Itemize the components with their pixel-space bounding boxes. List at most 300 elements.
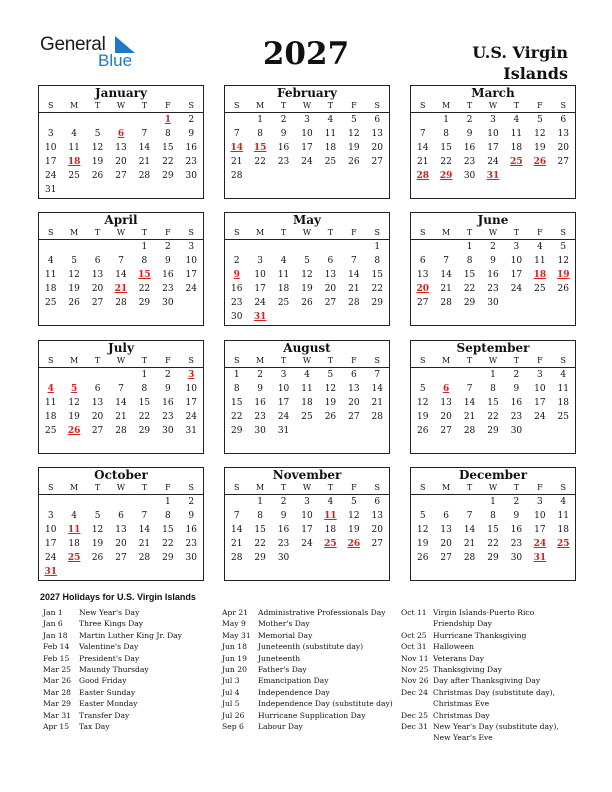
weekday-label: F [165, 356, 171, 365]
day: 4 [536, 242, 543, 252]
weekday-label: M [70, 101, 79, 110]
day: 10 [534, 511, 546, 521]
day: 28 [371, 412, 383, 422]
day: 1 [233, 370, 240, 380]
day: 12 [301, 270, 313, 280]
weekday-label: W [116, 228, 126, 237]
holiday-day: 11 [324, 511, 337, 521]
day: 3 [513, 242, 520, 252]
day: 17 [185, 270, 197, 280]
weekday-label: S [233, 228, 240, 237]
day: 21 [371, 398, 383, 408]
day: 27 [348, 412, 360, 422]
day: 9 [164, 256, 171, 266]
day: 11 [44, 270, 57, 280]
weekday-label: S [233, 356, 240, 365]
holiday-date: Jul 26 [222, 710, 245, 720]
day: 19 [416, 412, 429, 422]
empty-cell [411, 113, 434, 127]
holiday-item [222, 675, 394, 686]
day: 29 [463, 298, 476, 308]
holiday-item [43, 641, 213, 652]
weekday-label: S [188, 228, 195, 237]
weekday-header [225, 355, 389, 368]
holiday-name: Christmas Day (substitute day), Christmas Eve [433, 687, 556, 709]
weekday-header [39, 482, 203, 495]
month-may [224, 212, 390, 326]
day: 20 [115, 539, 127, 549]
day: 2 [233, 256, 240, 266]
weekday-header [39, 100, 203, 113]
month-april [38, 212, 204, 326]
day: 9 [164, 384, 171, 394]
weekday-header [225, 100, 389, 113]
day: 28 [348, 298, 360, 308]
day: 8 [164, 129, 171, 139]
day: 20 [91, 284, 104, 294]
holiday-item [222, 721, 394, 732]
day-grid [411, 240, 575, 310]
weekday-label: M [256, 356, 265, 365]
weekday-label: F [351, 483, 357, 492]
day: 20 [371, 143, 383, 153]
day: 8 [141, 384, 148, 394]
holiday-name: Emancipation Day [258, 676, 329, 686]
weekday-label: W [488, 483, 498, 492]
day: 7 [141, 129, 148, 139]
holiday-name: Labour Day [258, 722, 303, 732]
day: 5 [94, 511, 101, 521]
holiday-day: 25 [557, 539, 570, 549]
day: 25 [68, 171, 80, 181]
day: 16 [510, 525, 523, 535]
day: 20 [348, 398, 360, 408]
holiday-day: 4 [47, 384, 54, 394]
day: 17 [277, 398, 290, 408]
holiday-date: May 31 [222, 630, 251, 640]
day: 3 [47, 129, 54, 139]
holiday-date: Nov 11 [401, 653, 429, 663]
holiday-day: 24 [533, 539, 547, 549]
day: 12 [348, 129, 360, 139]
day: 29 [230, 426, 243, 436]
holiday-day: 31 [44, 567, 57, 577]
holiday-date: Jul 3 [222, 676, 240, 686]
holiday-date: Dec 25 [401, 710, 428, 720]
empty-cell [62, 240, 85, 254]
holiday-day: 31 [533, 553, 547, 563]
day: 6 [374, 497, 381, 507]
day: 23 [510, 412, 523, 422]
day: 16 [162, 270, 174, 280]
holiday-item [43, 721, 213, 732]
holiday-day: 1 [164, 115, 171, 125]
month-november [224, 467, 390, 581]
holiday-date: Oct 11 [401, 608, 427, 617]
empty-cell [458, 495, 481, 509]
day-grid [411, 368, 575, 438]
weekday-label: W [302, 101, 312, 110]
day: 5 [71, 256, 77, 266]
day: 17 [254, 284, 266, 294]
weekday-label: S [419, 483, 426, 492]
day: 11 [301, 384, 313, 394]
empty-cell [434, 495, 457, 509]
day: 13 [348, 384, 360, 394]
day: 5 [419, 511, 426, 521]
empty-cell [86, 240, 109, 254]
day: 19 [534, 143, 546, 153]
day: 30 [510, 426, 523, 436]
holiday-date: Mar 25 [43, 665, 72, 675]
month-title: June [477, 213, 509, 227]
day: 21 [115, 412, 127, 422]
day: 30 [162, 426, 174, 436]
day-grid [225, 368, 389, 438]
day: 11 [324, 129, 337, 139]
day: 7 [419, 129, 426, 139]
day: 29 [371, 298, 383, 308]
holiday-name: Christmas Day [433, 710, 490, 720]
day-grid [411, 495, 575, 565]
day: 7 [466, 511, 473, 521]
day: 3 [257, 256, 263, 266]
day: 26 [416, 426, 429, 436]
holiday-name: Mother's Day [258, 619, 310, 629]
weekday-label: S [233, 483, 240, 492]
weekday-label: S [188, 356, 195, 365]
day: 10 [185, 256, 197, 266]
day: 24 [277, 412, 290, 422]
day: 12 [348, 511, 360, 521]
day: 16 [162, 398, 174, 408]
weekday-label: M [256, 228, 265, 237]
day: 15 [487, 525, 499, 535]
month-title: April [104, 213, 138, 227]
day: 22 [162, 539, 174, 549]
day: 13 [416, 270, 429, 280]
weekday-header [39, 227, 203, 240]
day: 16 [277, 525, 290, 535]
day: 17 [534, 398, 546, 408]
day: 26 [324, 412, 337, 422]
holiday-day: 18 [533, 270, 547, 280]
day: 10 [534, 384, 546, 394]
day: 14 [348, 270, 360, 280]
day: 6 [350, 370, 357, 380]
day: 1 [374, 242, 381, 252]
day: 2 [513, 497, 520, 507]
day: 26 [91, 553, 104, 563]
day: 10 [44, 143, 57, 153]
holiday-name: Tax Day [79, 722, 110, 732]
month-title: May [292, 213, 322, 227]
day: 23 [185, 539, 197, 549]
day: 3 [304, 497, 310, 507]
day: 9 [188, 511, 195, 521]
empty-cell [109, 368, 132, 382]
holiday-item [43, 618, 213, 629]
day: 17 [44, 157, 57, 167]
weekday-header [225, 482, 389, 495]
day: 30 [510, 553, 523, 563]
day: 23 [487, 284, 499, 294]
holiday-item [401, 675, 573, 686]
day: 25 [44, 426, 57, 436]
month-june [410, 212, 576, 326]
day: 3 [536, 497, 543, 507]
day: 26 [301, 298, 313, 308]
day-grid [225, 495, 389, 565]
day: 31 [44, 185, 57, 195]
day: 26 [557, 284, 569, 294]
day: 1 [257, 497, 263, 507]
day: 5 [536, 115, 543, 125]
weekday-header [39, 355, 203, 368]
day: 7 [233, 511, 240, 521]
holiday-name: Maundy Thursday [79, 665, 149, 675]
holiday-day: 3 [188, 370, 195, 380]
day: 15 [162, 525, 174, 535]
day: 12 [416, 525, 429, 535]
weekday-label: F [165, 228, 171, 237]
holiday-item [43, 607, 213, 618]
month-september [410, 340, 576, 454]
holiday-date: Oct 25 [401, 630, 427, 640]
day: 22 [371, 284, 383, 294]
weekday-label: M [442, 228, 451, 237]
day: 8 [257, 129, 263, 139]
day: 14 [440, 270, 452, 280]
day: 19 [416, 539, 429, 549]
month-december [410, 467, 576, 581]
day: 13 [115, 525, 127, 535]
holiday-item [43, 664, 213, 675]
holiday-name: Good Friday [79, 676, 127, 686]
day: 19 [348, 143, 360, 153]
day: 30 [185, 553, 197, 563]
holiday-item [401, 664, 573, 675]
holiday-name: New Year's Day [79, 608, 140, 617]
holiday-day: 5 [71, 384, 78, 394]
weekday-label: S [560, 228, 567, 237]
day: 28 [230, 553, 243, 563]
holiday-name: President's Day [79, 653, 140, 663]
holiday-name: Easter Sunday [79, 687, 136, 697]
day: 5 [350, 115, 357, 125]
weekday-label: W [488, 228, 498, 237]
holidays-title: 2027 Holidays for U.S. Virgin Islands [40, 592, 196, 602]
weekday-label: T [94, 356, 101, 365]
day: 22 [254, 157, 266, 167]
day: 15 [162, 143, 174, 153]
month-title: September [456, 341, 530, 355]
day: 9 [490, 256, 496, 266]
day: 18 [557, 525, 569, 535]
day: 27 [440, 426, 452, 436]
holiday-item [401, 687, 573, 710]
day: 5 [560, 242, 567, 252]
weekday-label: M [70, 356, 79, 365]
day: 17 [301, 525, 313, 535]
month-title: August [283, 341, 331, 355]
day: 6 [327, 256, 334, 266]
weekday-label: T [513, 101, 520, 110]
day: 13 [91, 270, 104, 280]
day: 8 [141, 256, 148, 266]
holiday-name: Administrative Professionals Day [258, 608, 386, 617]
day: 13 [557, 129, 569, 139]
holiday-day: 28 [416, 171, 429, 181]
day: 14 [115, 398, 127, 408]
day: 25 [534, 284, 546, 294]
day: 6 [374, 115, 381, 125]
weekday-label: F [537, 356, 543, 365]
day: 1 [490, 370, 496, 380]
holiday-date: Feb 15 [43, 653, 70, 663]
weekday-label: S [560, 483, 567, 492]
holiday-name: Virgin Islands-Puerto Rico Friendship Day [433, 608, 535, 629]
month-july [38, 340, 204, 454]
day: 21 [138, 539, 151, 549]
day: 1 [141, 370, 148, 380]
day: 11 [510, 129, 523, 139]
weekday-header [411, 482, 575, 495]
day: 26 [91, 171, 104, 181]
page-title-year: 2027 [262, 36, 350, 72]
weekday-label: T [141, 483, 148, 492]
day: 27 [416, 298, 429, 308]
day: 4 [513, 115, 520, 125]
holiday-day: 6 [117, 129, 125, 139]
empty-cell [225, 495, 248, 509]
weekday-label: F [351, 101, 357, 110]
day: 25 [44, 298, 57, 308]
weekday-label: T [94, 101, 101, 110]
weekday-label: F [165, 483, 171, 492]
day: 15 [371, 270, 383, 280]
holiday-day: 25 [67, 553, 81, 563]
day: 4 [560, 370, 567, 380]
holiday-day: 15 [253, 143, 267, 153]
day: 18 [324, 525, 337, 535]
empty-cell [62, 113, 85, 127]
day: 20 [324, 284, 337, 294]
day: 16 [254, 398, 266, 408]
holiday-day: 29 [439, 171, 453, 181]
holiday-date: Nov 25 [401, 665, 429, 675]
day: 22 [487, 412, 499, 422]
day: 18 [301, 398, 313, 408]
day: 12 [416, 398, 429, 408]
weekday-label: T [280, 483, 287, 492]
day: 3 [490, 115, 496, 125]
day: 8 [257, 511, 263, 521]
weekday-label: S [374, 101, 381, 110]
day: 7 [233, 129, 240, 139]
holiday-name: Thanksgiving Day [433, 665, 502, 675]
day: 30 [277, 553, 290, 563]
day: 29 [162, 553, 174, 563]
day: 7 [374, 370, 381, 380]
holiday-day: 14 [230, 143, 243, 153]
weekday-label: W [302, 228, 312, 237]
day: 22 [440, 157, 452, 167]
holiday-name: Day after Thanksgiving Day [433, 676, 541, 686]
month-august [224, 340, 390, 454]
day: 3 [47, 511, 54, 521]
holiday-item [222, 710, 394, 721]
day: 24 [254, 298, 266, 308]
empty-cell [272, 240, 295, 254]
holiday-date: Nov 26 [401, 676, 429, 686]
day: 12 [68, 270, 80, 280]
holiday-day: 31 [486, 171, 500, 181]
holiday-name: Juneteenth (substitute day) [258, 642, 364, 652]
day: 7 [141, 511, 148, 521]
day: 11 [277, 270, 290, 280]
holiday-date: Apr 15 [43, 722, 70, 732]
day: 21 [463, 539, 476, 549]
empty-cell [225, 240, 248, 254]
holiday-item [43, 630, 213, 641]
day: 10 [185, 384, 197, 394]
weekday-label: M [442, 101, 451, 110]
day: 27 [440, 553, 452, 563]
holiday-name: Transfer Day [79, 710, 130, 720]
day: 23 [185, 157, 197, 167]
day: 10 [277, 384, 290, 394]
holiday-name: Halloween [433, 642, 474, 652]
day: 1 [257, 115, 263, 125]
day: 20 [440, 539, 452, 549]
weekday-label: F [351, 356, 357, 365]
day: 14 [115, 270, 127, 280]
day: 11 [68, 143, 80, 153]
holiday-name: Valentine's Day [79, 642, 139, 652]
day: 16 [510, 398, 523, 408]
holiday-list-column-1 [43, 607, 213, 732]
day: 27 [115, 171, 127, 181]
empty-cell [86, 113, 109, 127]
day: 15 [487, 398, 499, 408]
empty-cell [225, 113, 248, 127]
holiday-item [222, 664, 394, 675]
day: 26 [348, 157, 360, 167]
day: 7 [350, 256, 357, 266]
month-title: March [471, 86, 515, 100]
holiday-item [401, 630, 573, 641]
empty-cell [434, 368, 457, 382]
day: 30 [487, 298, 499, 308]
day: 13 [371, 511, 383, 521]
day: 27 [91, 298, 104, 308]
day: 29 [254, 553, 266, 563]
empty-cell [39, 495, 62, 509]
weekday-label: S [47, 356, 54, 365]
holiday-name: Memorial Day [258, 630, 313, 640]
holiday-date: Jun 19 [222, 653, 247, 663]
holiday-item [401, 641, 573, 652]
day: 24 [534, 412, 546, 422]
holiday-date: Mar 29 [43, 699, 72, 709]
day: 17 [185, 398, 197, 408]
day: 14 [463, 525, 476, 535]
empty-cell [342, 240, 365, 254]
day: 18 [557, 398, 569, 408]
day: 27 [324, 298, 337, 308]
day: 2 [280, 497, 287, 507]
